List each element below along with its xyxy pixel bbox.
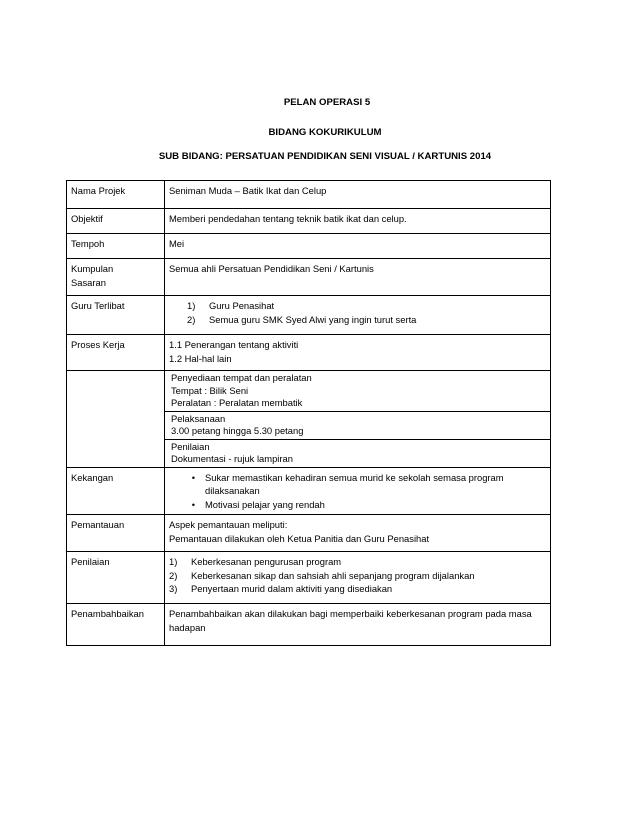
bullet-icon: • xyxy=(191,471,195,483)
list-text: Guru Penasihat xyxy=(209,300,275,311)
label-nama-projek: Nama Projek xyxy=(67,181,165,209)
label-empty xyxy=(67,371,165,468)
list-number: 2) xyxy=(169,569,178,581)
value-guru-terlibat xyxy=(165,296,551,335)
value-pemantauan xyxy=(165,515,551,552)
list-item xyxy=(169,471,546,498)
value-penilaian xyxy=(165,552,551,604)
label-penambahbaikan: Penambahbaikan xyxy=(67,604,165,646)
list-text: Penyertaan murid dalam aktiviti yang disediakan xyxy=(191,583,393,594)
label-kumpulan: Kumpulan xyxy=(71,263,114,274)
detail-line: Dokumentasi - rujuk lampiran xyxy=(171,453,293,464)
pemantauan-line: Pemantauan dilakukan oleh Ketua Panitia dan Guru Penasihat xyxy=(169,532,430,544)
detail-line: Tempat : Bilik Seni xyxy=(171,384,249,396)
row-proses-kerja xyxy=(67,335,551,371)
detail-line: Penilaian xyxy=(171,440,210,452)
list-number: 1) xyxy=(187,300,196,311)
doc-title: PELAN OPERASI 5 xyxy=(283,97,371,108)
row-guru-terlibat xyxy=(67,296,551,335)
list-item xyxy=(169,582,546,596)
label-guru-terlibat: Guru Terlibat xyxy=(67,296,165,335)
doc-subfield: SUB BIDANG: PERSATUAN PENDIDIKAN SENI VISUAL / KARTUNIS 2014 xyxy=(158,151,492,162)
list-number: 3) xyxy=(169,583,178,594)
value-proses-detail xyxy=(165,371,551,468)
row-proses-detail xyxy=(67,371,551,468)
bullet-icon: • xyxy=(191,498,195,510)
row-penambahbaikan xyxy=(67,604,551,646)
list-item xyxy=(169,498,546,512)
detail-cell-penyediaan xyxy=(165,371,550,412)
plan-table xyxy=(66,180,551,646)
row-tempoh xyxy=(67,234,551,259)
list-item xyxy=(169,313,546,327)
row-pemantauan xyxy=(67,515,551,552)
list-text: Keberkesanan sikap dan sahsiah ahli sepanjang program dijalankan xyxy=(191,569,475,581)
list-item xyxy=(169,569,546,583)
row-kekangan xyxy=(67,467,551,515)
detail-cell-penilaian xyxy=(165,440,550,467)
list-item xyxy=(169,555,546,569)
detail-line: Peralatan : Peralatan membatik xyxy=(171,397,303,408)
label-sasaran: Sasaran xyxy=(71,276,106,288)
list-text: Motivasi pelajar yang rendah xyxy=(205,498,325,510)
proses-line: 1.2 Hal-hal lain xyxy=(169,352,232,364)
label-pemantauan: Pemantauan xyxy=(67,515,165,552)
detail-line: Pelaksanaan xyxy=(171,412,226,424)
pemantauan-line: Aspek pemantauan meliputi: xyxy=(169,519,288,530)
proses-line: 1.1 Penerangan tentang aktiviti xyxy=(169,339,299,350)
doc-field: BIDANG KOKURIKULUM xyxy=(268,127,382,138)
value-kekangan xyxy=(165,467,551,515)
label-kumpulan-sasaran xyxy=(67,259,165,296)
detail-line: 3.00 petang hingga 5.30 petang xyxy=(171,425,304,436)
list-text: Keberkesanan pengurusan program xyxy=(191,556,342,567)
label-tempoh: Tempoh xyxy=(67,234,165,259)
value-kumpulan-sasaran: Semua ahli Persatuan Pendidikan Seni / Kartunis xyxy=(165,259,551,296)
row-penilaian xyxy=(67,552,551,604)
label-objektif: Objektif xyxy=(67,209,165,234)
value-penambahbaikan: Penambahbaikan akan dilakukan bagi memperbaiki keberkesanan program pada masa hadapan xyxy=(165,604,551,646)
list-text: Semua guru SMK Syed Alwi yang ingin turut serta xyxy=(209,313,417,325)
label-penilaian: Penilaian xyxy=(67,552,165,604)
value-nama-projek: Seniman Muda – Batik Ikat dan Celup xyxy=(165,181,551,209)
value-objektif: Memberi pendedahan tentang teknik batik ikat dan celup. xyxy=(165,209,551,234)
list-item xyxy=(169,299,546,313)
row-objektif xyxy=(67,209,551,234)
value-proses-kerja xyxy=(165,335,551,371)
value-tempoh: Mei xyxy=(165,234,551,259)
list-text: Sukar memastikan kehadiran semua murid ke sekolah semasa program dilaksanakan xyxy=(205,471,504,496)
label-kekangan: Kekangan xyxy=(67,467,165,515)
detail-cell-pelaksanaan xyxy=(165,412,550,440)
row-kumpulan-sasaran xyxy=(67,259,551,296)
label-proses-kerja: Proses Kerja xyxy=(67,335,165,371)
row-nama-projek xyxy=(67,181,551,209)
detail-line: Penyediaan tempat dan peralatan xyxy=(171,372,312,383)
list-number: 1) xyxy=(169,556,178,567)
detail-subtable xyxy=(165,371,550,467)
list-number: 2) xyxy=(187,313,196,325)
